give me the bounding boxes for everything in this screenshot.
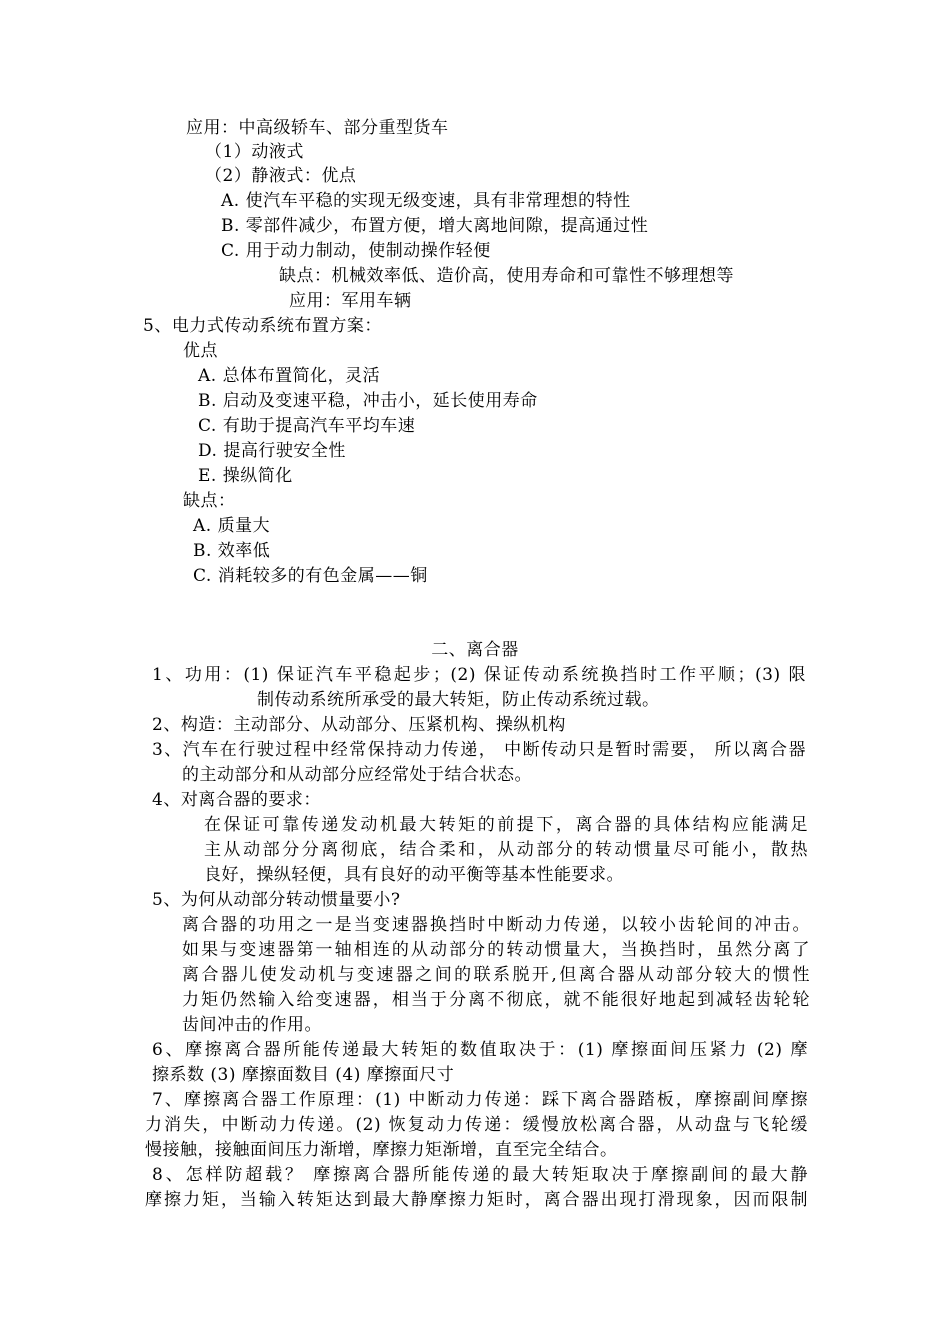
- static-hydraulic-item: （2）静液式：优点: [205, 166, 357, 186]
- electric-advantage-d: D. 提高行驶安全性: [198, 441, 346, 461]
- clutch-q6-line2: 擦系数 (3) 摩擦面数目 (4) 摩擦面尺寸: [152, 1065, 455, 1085]
- static-advantage-c: C. 用于动力制动，使制动操作轻便: [221, 241, 491, 261]
- electric-advantage-b: B. 启动及变速平稳，冲击小，延长使用寿命: [198, 391, 538, 411]
- clutch-q7-line2: 力消失，中断动力传递。(2) 恢复动力传递：缓慢放松离合器，从动盘与飞轮缓: [145, 1115, 808, 1135]
- clutch-q1-line2: 制传动系统所承受的最大转矩，防止传动系统过载。: [257, 690, 660, 710]
- clutch-q4-heading: 4、对离合器的要求：: [152, 790, 321, 810]
- clutch-q3-line1: 3、汽车在行驶过程中经常保持动力传递， 中断传动只是暂时需要， 所以离合器: [152, 740, 806, 760]
- clutch-q8-line2: 摩擦力矩，当输入转矩达到最大静摩擦力矩时，离合器出现打滑现象，因而限制: [145, 1190, 808, 1210]
- static-advantage-a: A. 使汽车平稳的实现无级变速，具有非常理想的特性: [221, 191, 631, 211]
- clutch-q5-line5: 齿间冲击的作用。: [182, 1015, 322, 1035]
- electric-advantage-a: A. 总体布置简化，灵活: [198, 366, 381, 386]
- static-application: 应用：军用车辆: [289, 291, 412, 311]
- clutch-q4-line3: 良好，操纵轻便，具有良好的动平衡等基本性能要求。: [204, 865, 624, 885]
- clutch-q7-line1: 7、摩擦离合器工作原理：(1) 中断动力传递：踩下离合器踏板，摩擦副间摩擦: [152, 1090, 808, 1110]
- clutch-q5-heading: 5、为何从动部分转动惯量要小?: [152, 890, 401, 910]
- clutch-q6-line1: 6、摩擦离合器所能传递最大转矩的数值取决于：(1) 摩擦面间压紧力 (2) 摩: [152, 1040, 808, 1060]
- electric-disadvantage-label: 缺点：: [183, 491, 236, 511]
- section-title-clutch: 二、离合器: [431, 640, 519, 660]
- clutch-q2: 2、构造：主动部分、从动部分、压紧机构、操纵机构: [152, 715, 566, 735]
- electric-advantage-e: E. 操纵简化: [198, 466, 293, 486]
- clutch-q4-line1: 在保证可靠传递发动机最大转矩的前提下，离合器的具体结构应能满足: [204, 815, 808, 835]
- clutch-q5-line2: 如果与变速器第一轴相连的从动部分的转动惯量大，当换挡时，虽然分离了: [182, 940, 810, 960]
- clutch-q5-line4: 力矩仍然输入给变速器，相当于分离不彻底，就不能很好地起到减轻齿轮轮: [182, 990, 810, 1010]
- clutch-q4-line2: 主从动部分分离彻底，结合柔和，从动部分的转动惯量尽可能小，散热: [204, 840, 808, 860]
- clutch-q5-line1: 离合器的功用之一是当变速器换挡时中断动力传递，以较小齿轮间的冲击。: [182, 915, 810, 935]
- static-disadvantage: 缺点：机械效率低、造价高，使用寿命和可靠性不够理想等: [279, 266, 734, 286]
- clutch-q5-line3: 离合器儿使发动机与变速器之间的联系脱开,但离合器从动部分较大的惯性: [182, 965, 810, 985]
- electric-disadvantage-a: A. 质量大: [193, 516, 271, 536]
- clutch-q1-line1: 1、功用：(1) 保证汽车平稳起步；(2) 保证传动系统换挡时工作平顺；(3) 限: [152, 665, 806, 685]
- static-advantage-b: B. 零部件减少，布置方便，增大离地间隙，提高通过性: [221, 216, 649, 236]
- electric-disadvantage-b: B. 效率低: [193, 541, 271, 561]
- electric-advantage-c: C. 有助于提高汽车平均车速: [198, 416, 416, 436]
- app-high-end-line: 应用：中高级轿车、部分重型货车: [186, 118, 449, 138]
- clutch-q8-line1: 8、怎样防超载？ 摩擦离合器所能传递的最大转矩取决于摩擦副间的最大静: [152, 1165, 808, 1185]
- electric-disadvantage-c: C. 消耗较多的有色金属——铜: [193, 566, 428, 586]
- electric-heading: 5、电力式传动系统布置方案：: [143, 316, 382, 336]
- clutch-q7-line3: 慢接触，接触面间压力渐增，摩擦力矩渐增，直至完全结合。: [145, 1140, 618, 1160]
- clutch-q3-line2: 的主动部分和从动部分应经常处于结合状态。: [182, 765, 532, 785]
- dynamic-hydraulic-item: （1）动液式: [205, 142, 304, 162]
- electric-advantage-label: 优点: [183, 341, 218, 361]
